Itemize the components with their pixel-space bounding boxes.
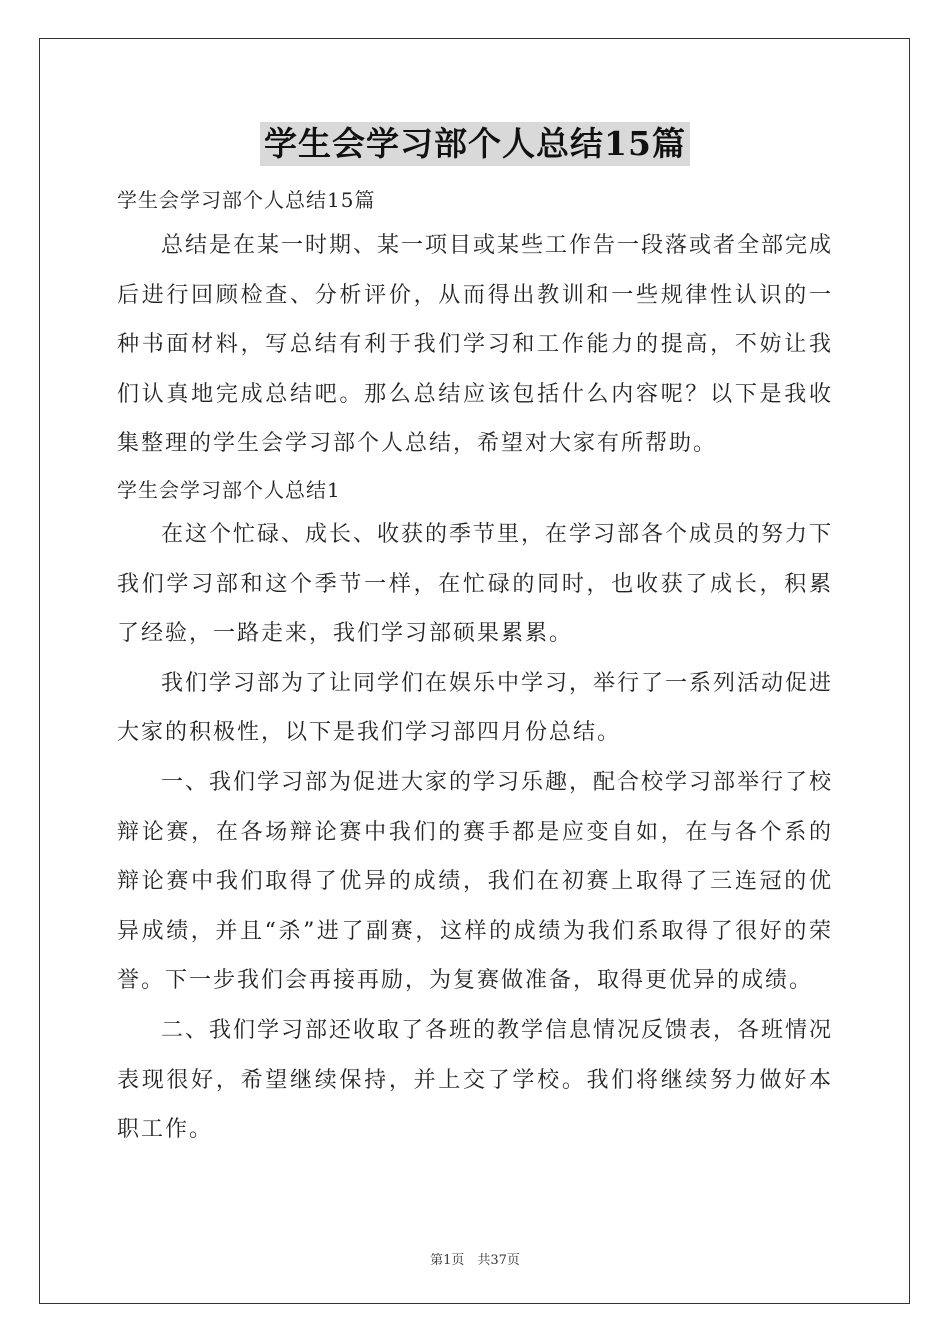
document-subtitle: 学生会学习部个人总结15篇 (117, 188, 376, 212)
intro-paragraph: 总结是在某一时期、某一项目或某些工作告一段落或者全部完成后进行回顾检查、分析评价，从而得出教训和一些规律性认识的一种书面材料，写总结有利于我们学习和工作能力的提高，不妨让我们认真地完成总结吧。那么总结应该包括什么内容呢？以下是我收集整理的学生会学习部个人总结，希望对大家有所帮助。 (117, 233, 834, 457)
body-paragraph: 一、我们学习部为促进大家的学习乐趣，配合校学习部举行了校辩论赛，在各场辩论赛中我们的赛手都是应变自如，在与各个系的辩论赛中我们取得了优异的成绩，我们在初赛上取得了三连冠的优异成绩，并且“杀”进了副赛，这样的成绩为我们系取得了很好的荣誉。下一步我们会再接再励，为复赛做准备，取得更优异的成绩。 (117, 769, 834, 994)
page-footer: 第1页 共37页 (430, 1253, 520, 1268)
title-area (0, 122, 950, 166)
body-paragraph: 在这个忙碌、成长、收获的季节里，在学习部各个成员的努力下我们学习部和这个季节一样，在忙碌的同时，也收获了成长，积累了经验，一路走来，我们学习部硕果累累。 (117, 521, 834, 647)
body-paragraph: 二、我们学习部还收取了各班的教学信息情况反馈表，各班情况表现很好，希望继续保持，并上交了学校。我们将继续努力做好本职工作。 (117, 1017, 834, 1143)
document-body (117, 180, 833, 1155)
body-paragraph: 我们学习部为了让同学们在娱乐中学习，举行了一系列活动促进大家的积极性，以下是我们学习部四月份总结。 (117, 670, 834, 746)
document-title: 学生会学习部个人总结15篇 (260, 122, 690, 166)
section-heading: 学生会学习部个人总结1 (117, 477, 341, 502)
